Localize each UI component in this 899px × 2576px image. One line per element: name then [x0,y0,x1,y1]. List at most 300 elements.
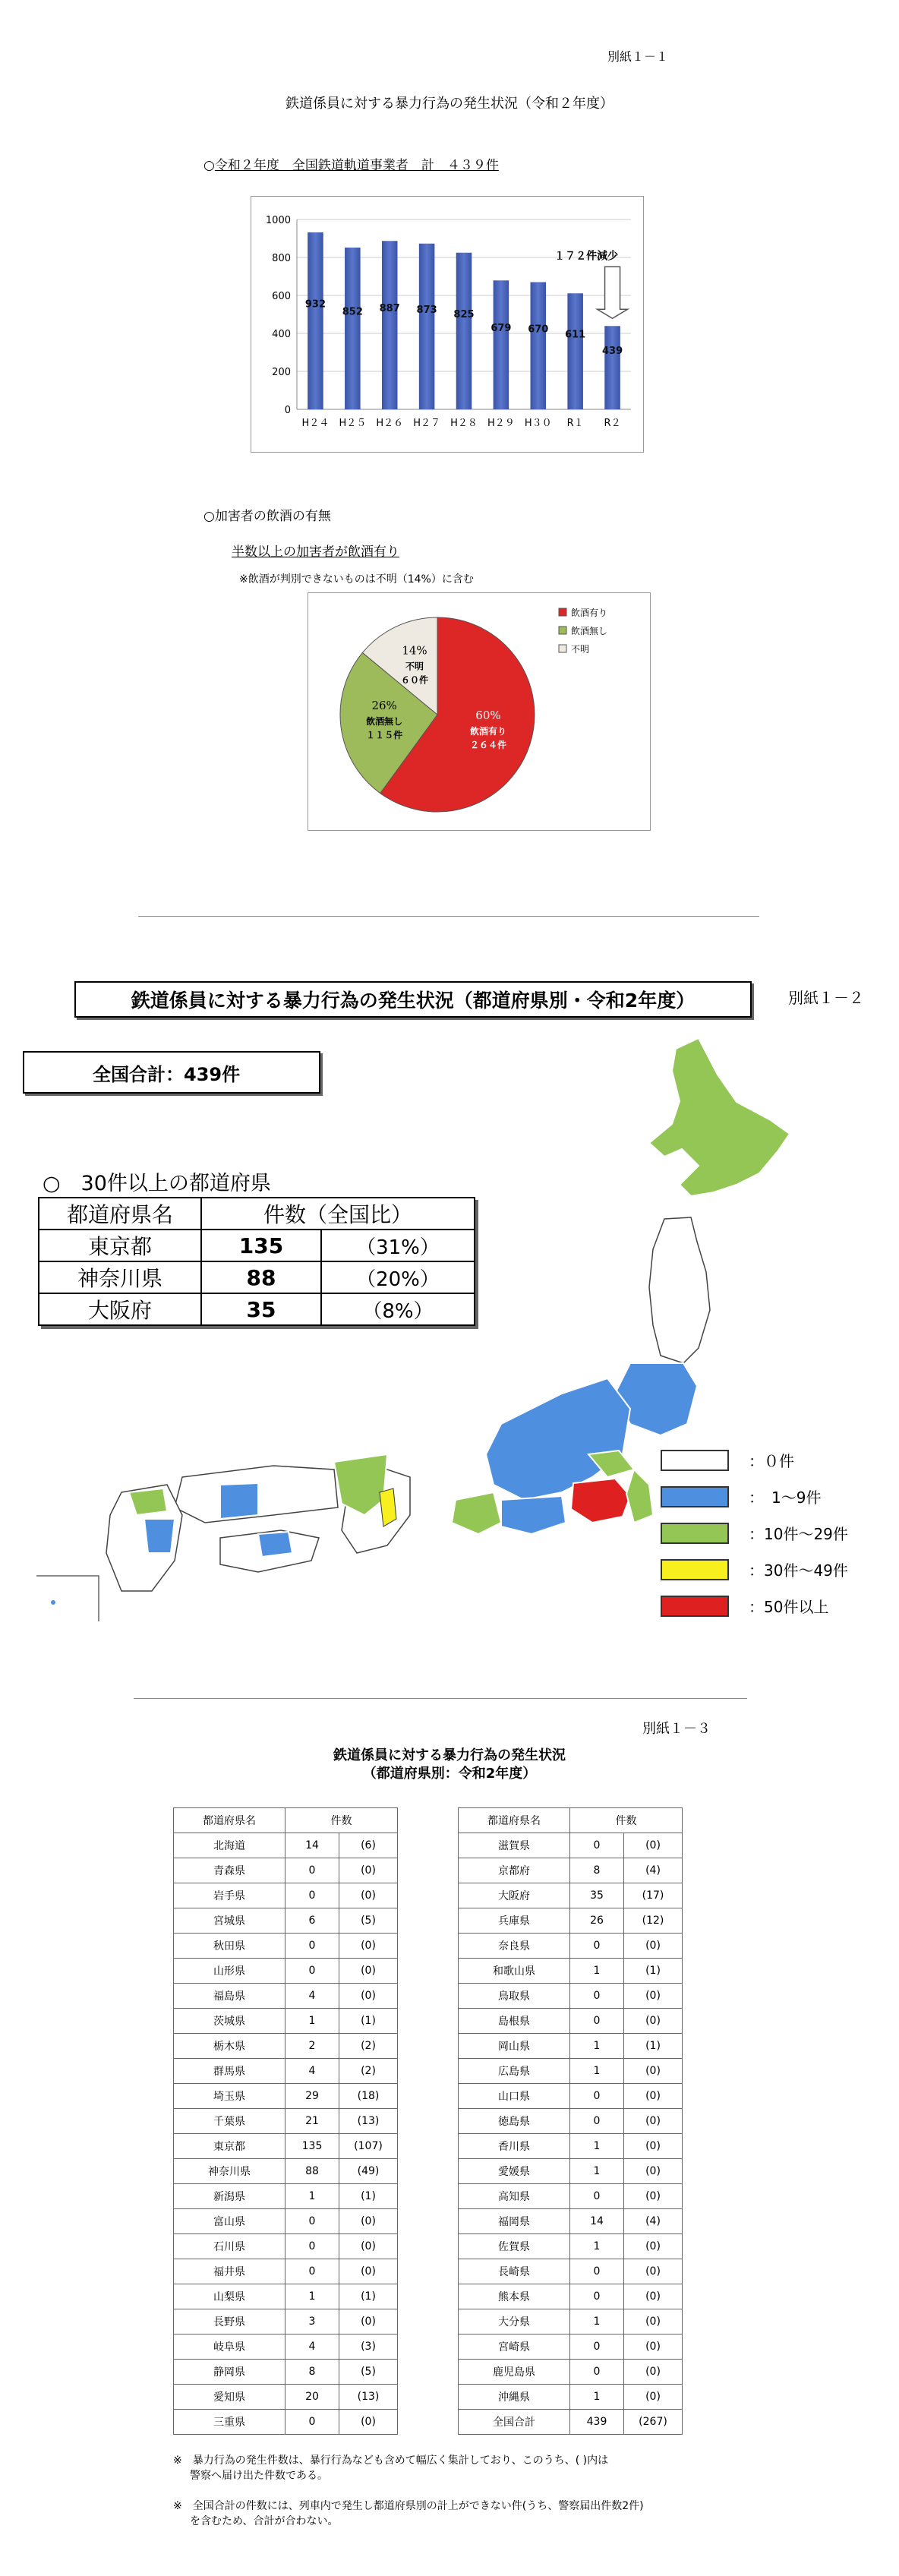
police-reported-count: (0) [339,1959,398,1984]
bar-chart [251,197,643,452]
map-region-aichi [452,1492,501,1534]
prefecture-ratio: （31%） [321,1230,475,1261]
prefecture-count: 88 [201,1261,321,1293]
incident-count: 0 [570,2334,624,2360]
slice-count-label: １１５件 [366,729,403,740]
table-row [174,2259,398,2284]
prefecture-name: 奈良県 [459,1934,570,1959]
slice-count-label: ２６４件 [469,739,506,750]
table-row [459,2184,683,2209]
x-tick-label: H２４ [301,418,330,429]
table-row [459,2334,683,2360]
incident-count: 1 [570,2309,624,2334]
bar-value-label: 439 [601,346,623,358]
legend-label: 飲酒無し [571,626,608,636]
police-reported-count: (0) [339,2410,398,2435]
bar-value-label: 852 [342,306,363,318]
police-reported-count: (6) [339,1833,398,1858]
prefecture-name: 鹿児島県 [459,2360,570,2385]
bullet: ○ [203,158,215,173]
table-row [174,2184,398,2209]
divider [134,1698,747,1699]
police-reported-count: (0) [339,1858,398,1883]
table-row [459,1959,683,1984]
police-reported-count: (1) [624,1959,683,1984]
table-row [174,2009,398,2034]
table-title [0,1747,899,1783]
legend-label: 不明 [571,644,590,655]
slice-percent-label: 14% [402,643,427,658]
map-page-title: 鉄道係員に対する暴力行為の発生状況（都道府県別・令和2年度） [74,981,752,1018]
incident-count: 0 [285,2234,339,2259]
incident-count: 0 [285,2209,339,2234]
map-region-chugoku-blue [220,1483,258,1519]
table-row [39,1230,475,1261]
sheet-number: 別紙１－２ [788,989,864,1007]
table-row [459,2234,683,2259]
incident-count: 1 [285,2184,339,2209]
table-row [174,2385,398,2410]
prefecture-name: 兵庫県 [459,1908,570,1934]
prefecture-name: 長崎県 [459,2259,570,2284]
national-total: 全国合計：439件 [23,1051,320,1094]
legend-label: ：０件 [749,1452,794,1470]
table-row [459,2134,683,2159]
note-text: ※飲酒が判別できないものは不明（14%）に含む [239,573,474,586]
map-region-tokyo-kanagawa [571,1479,630,1523]
top-prefectures-heading: ○ 30件以上の都道府県 [43,1172,271,1195]
bar [494,280,509,409]
prefecture-count: 135 [201,1230,321,1261]
police-reported-count: (1) [624,2034,683,2059]
incident-count: 0 [570,2109,624,2134]
prefecture-name: 鳥取県 [459,1984,570,2009]
bar [531,283,547,410]
incident-count: 0 [570,2360,624,2385]
prefecture-name: 福島県 [174,1984,285,2009]
table-row [174,2234,398,2259]
incident-count: 3 [285,2309,339,2334]
x-tick-label: H２９ [487,418,515,429]
table-row [459,1833,683,1858]
police-reported-count: (0) [339,2259,398,2284]
bar-value-label: 887 [379,303,400,315]
incident-count: 0 [570,2184,624,2209]
table-row [174,2360,398,2385]
incident-count: 26 [570,1908,624,1934]
section-heading-drinking: ○加害者の飲酒の有無 [203,509,331,524]
prefecture-name: 茨城県 [174,2009,285,2034]
legend-swatch [661,1523,729,1544]
prefecture-name: 東京都 [174,2134,285,2159]
header-prefecture: 都道府県名 [174,1808,285,1833]
police-reported-count: (0) [624,1833,683,1858]
police-reported-count: (13) [339,2109,398,2134]
y-tick-label: 800 [272,253,291,264]
table-row [174,2209,398,2234]
map-region-chiba [626,1470,653,1523]
table-row [174,2134,398,2159]
prefecture-name: 京都府 [459,1858,570,1883]
map-region-hokkaido [649,1038,790,1196]
bar-value-label: 670 [528,324,549,336]
police-reported-count: (0) [339,1984,398,2009]
prefecture-name: 埼玉県 [174,2084,285,2109]
police-reported-count: (12) [624,1908,683,1934]
police-reported-count: (0) [339,1934,398,1959]
bar [456,253,472,409]
prefecture-name: 宮城県 [174,1908,285,1934]
table-row [459,2360,683,2385]
prefecture-name: 神奈川県 [39,1261,201,1293]
table-row [174,1858,398,1883]
header-count: 件数 [570,1808,683,1833]
prefecture-table-left [173,1807,398,2435]
police-reported-count: (0) [624,2309,683,2334]
police-reported-count: (18) [339,2084,398,2109]
legend-item-zero [661,1449,794,1471]
legend-item-30-49 [661,1558,848,1580]
incident-count: 0 [285,1959,339,1984]
police-reported-count: (0) [624,2084,683,2109]
police-reported-count: (5) [339,2360,398,2385]
prefecture-name: 栃木県 [174,2034,285,2059]
police-reported-count: (0) [624,1984,683,2009]
prefecture-name: 石川県 [174,2234,285,2259]
pie-chart [308,593,650,830]
legend-swatch [661,1486,729,1507]
police-reported-count: (0) [624,2184,683,2209]
incident-count: 4 [285,2334,339,2360]
sub-heading: 半数以上の加害者が飲酒有り [232,545,399,560]
footnote-1-line2: 警察へ届け出た件数である。 [190,2470,328,2482]
police-reported-count: (0) [624,2385,683,2410]
y-tick-label: 600 [272,291,291,302]
police-reported-count: (2) [339,2059,398,2084]
prefecture-name: 青森県 [174,1858,285,1883]
footnote-1-line1: ※ 暴力行為の発生件数は、暴行行為なども含めて幅広く集計しており、このうち、( )内は [173,2454,609,2467]
x-tick-label: H２７ [413,418,441,429]
police-reported-count: (2) [339,2034,398,2059]
incident-count: 1 [570,2234,624,2259]
table-row [174,2084,398,2109]
incident-count: 439 [570,2410,624,2435]
table-row [459,1908,683,1934]
table-row [174,2334,398,2360]
police-reported-count: (0) [339,1883,398,1908]
legend-label: ：30件～49件 [749,1561,848,1580]
incident-count: 0 [570,2009,624,2034]
prefecture-name: 広島県 [459,2059,570,2084]
police-reported-count: (0) [624,2334,683,2360]
table-row [174,1833,398,1858]
header-prefecture: 都道府県名 [39,1198,201,1230]
map-region-okinawa [51,1600,55,1605]
footnote-1 [173,2453,608,2483]
incident-count: 4 [285,1984,339,2009]
incident-count: 1 [570,2034,624,2059]
header-count: 件数（全国比） [201,1198,475,1230]
decrease-arrow [598,267,628,318]
y-tick-label: 400 [272,329,291,340]
prefecture-table-right [458,1807,683,2435]
bar [416,244,437,409]
x-tick-label: R１ [566,418,584,429]
y-tick-label: 0 [284,405,291,416]
legend-label: ：10件～29件 [749,1525,848,1543]
incident-count: 88 [285,2159,339,2184]
incident-count: 8 [285,2360,339,2385]
legend-swatch [559,627,566,634]
table-row [459,1858,683,1883]
police-reported-count: (1) [339,2284,398,2309]
map-region-fukuoka [129,1488,167,1515]
table-row [459,2284,683,2309]
prefecture-name: 愛媛県 [459,2159,570,2184]
sheet-number: 別紙１－３ [642,1721,711,1737]
prefecture-name: 佐賀県 [459,2234,570,2259]
incident-count: 8 [570,1858,624,1883]
prefecture-name: 大分県 [459,2309,570,2334]
table-title-line1: 鉄道係員に対する暴力行為の発生状況 [333,1747,566,1763]
table-row [174,1959,398,1984]
slice-count-label: ６０件 [401,674,429,686]
table-row [459,2159,683,2184]
table-row [174,2109,398,2134]
table-row [39,1261,475,1293]
table-row [459,2209,683,2234]
map-region-shizuoka [501,1496,566,1534]
table-row [459,2259,683,2284]
police-reported-count: (1) [339,2009,398,2034]
prefecture-name: 長野県 [174,2309,285,2334]
police-reported-count: (0) [624,2360,683,2385]
prefecture-name: 山形県 [174,1959,285,1984]
footnote-2-line1: ※ 全国合計の件数には、列車内で発生し都道府県別の計上ができない件(うち、警察届出件数2件) [173,2500,644,2512]
table-row [459,1984,683,2009]
table-header-row [174,1808,398,1833]
legend-item-10-29 [661,1522,848,1544]
legend-swatch [661,1450,729,1471]
prefecture-ratio: （8%） [321,1293,475,1325]
police-reported-count: (4) [624,1858,683,1883]
prefecture-name: 宮崎県 [459,2334,570,2360]
table-row [459,1934,683,1959]
table-row [174,1908,398,1934]
x-tick-label: R２ [604,418,621,429]
prefecture-name: 滋賀県 [459,1833,570,1858]
prefecture-name: 東京都 [39,1230,201,1261]
table-row [174,1934,398,1959]
police-reported-count: (3) [339,2334,398,2360]
police-reported-count: (0) [339,2309,398,2334]
table-row [459,2009,683,2034]
table-header-row [459,1808,683,1833]
prefecture-name: 静岡県 [174,2360,285,2385]
y-tick-label: 1000 [265,215,291,226]
police-reported-count: (0) [624,2009,683,2034]
police-reported-count: (1) [339,2184,398,2209]
police-reported-count: (0) [624,2284,683,2309]
police-reported-count: (0) [624,1934,683,1959]
prefecture-name: 福井県 [174,2259,285,2284]
prefecture-name: 大阪府 [459,1883,570,1908]
table-row [459,2059,683,2084]
prefecture-name: 岩手県 [174,1883,285,1908]
prefecture-name: 岡山県 [459,2034,570,2059]
police-reported-count: (0) [624,2059,683,2084]
table-row [174,1984,398,2009]
x-tick-label: H２５ [339,418,367,429]
table-row [459,2385,683,2410]
incident-count: 1 [570,2385,624,2410]
table-row [174,2284,398,2309]
slice-category-label: 飲酒有り [469,725,506,737]
legend-label: ： 1～9件 [749,1488,822,1507]
section-heading-total [203,154,499,173]
prefecture-name: 熊本県 [459,2284,570,2309]
bar-value-label: 932 [304,298,326,311]
prefecture-name: 沖縄県 [459,2385,570,2410]
legend-swatch [661,1596,729,1617]
bar [604,326,620,409]
slice-percent-label: 60% [475,708,501,722]
bar-value-label: 825 [453,308,475,320]
legend-item-50-plus [661,1595,828,1617]
bar-value-label: 611 [565,329,586,341]
incident-count: 0 [570,1934,624,1959]
x-tick-label: H２６ [376,418,404,429]
prefecture-name: 秋田県 [174,1934,285,1959]
prefecture-name: 島根県 [459,2009,570,2034]
police-reported-count: (49) [339,2159,398,2184]
header-count: 件数 [285,1808,398,1833]
footnote-2 [173,2499,644,2529]
incident-count: 20 [285,2385,339,2410]
prefecture-name: 三重県 [174,2410,285,2435]
slice-percent-label: 26% [371,698,397,712]
annotation-text: １７２件減少 [554,250,619,263]
y-tick-label: 200 [272,367,291,378]
prefecture-name: 福岡県 [459,2209,570,2234]
legend-label: 飲酒有り [571,608,608,618]
incident-count: 1 [570,2059,624,2084]
legend-item-1-9 [661,1485,821,1507]
incident-count: 135 [285,2134,339,2159]
bar-value-label: 873 [416,304,437,316]
incident-count: 2 [285,2034,339,2059]
prefecture-name: 愛知県 [174,2385,285,2410]
police-reported-count: (107) [339,2134,398,2159]
prefecture-ratio: （20%） [321,1261,475,1293]
table-header-row [39,1198,475,1230]
incident-count: 0 [570,2084,624,2109]
table-row [174,2309,398,2334]
table-title-line2: （都道府県別：令和2年度） [362,1766,537,1782]
table-row [39,1293,475,1325]
bar [308,232,323,409]
table-row [174,2034,398,2059]
table-row [459,2109,683,2134]
incident-count: 0 [285,2259,339,2284]
map-region-shikoku-blue [258,1532,292,1557]
header-prefecture: 都道府県名 [459,1808,570,1833]
police-reported-count: (4) [624,2209,683,2234]
prefecture-name: 群馬県 [174,2059,285,2084]
incident-count: 0 [285,1858,339,1883]
incident-count: 1 [570,1959,624,1984]
prefecture-name: 新潟県 [174,2184,285,2209]
incident-count: 0 [570,2259,624,2284]
incident-count: 1 [285,2284,339,2309]
prefecture-name: 山口県 [459,2084,570,2109]
table-row [174,2059,398,2084]
map-region-kyushu-blue [144,1519,175,1553]
incident-count: 0 [570,1984,624,2009]
incident-count: 4 [285,2059,339,2084]
incident-count: 1 [285,2009,339,2034]
prefecture-name: 富山県 [174,2209,285,2234]
prefecture-name: 全国合計 [459,2410,570,2435]
prefecture-name: 岐阜県 [174,2334,285,2360]
police-reported-count: (0) [624,2234,683,2259]
table-row [459,2309,683,2334]
incident-count: 1 [570,2134,624,2159]
incident-count: 0 [285,1883,339,1908]
prefecture-name: 徳島県 [459,2109,570,2134]
divider [138,916,759,917]
police-reported-count: (17) [624,1883,683,1908]
incident-count: 29 [285,2084,339,2109]
prefecture-name: 大阪府 [39,1293,201,1325]
x-tick-label: H２８ [450,418,478,429]
x-tick-label: H３０ [524,418,552,429]
incident-count: 14 [570,2209,624,2234]
legend-swatch [559,608,566,616]
prefecture-name: 北海道 [174,1833,285,1858]
table-row [459,1883,683,1908]
police-reported-count: (0) [624,2109,683,2134]
table-row [174,2410,398,2435]
legend-swatch [661,1559,729,1580]
sheet-number: 別紙１－１ [607,49,669,64]
prefecture-name: 神奈川県 [174,2159,285,2184]
police-reported-count: (0) [339,2234,398,2259]
bar-chart-frame [251,196,644,453]
footnote-2-line2: を含むため、合計が合わない。 [190,2515,339,2527]
incident-count: 0 [570,2284,624,2309]
police-reported-count: (0) [624,2134,683,2159]
incident-count: 21 [285,2109,339,2134]
incident-count: 0 [285,1934,339,1959]
table-row [174,2159,398,2184]
bar [379,241,400,409]
slice-category-label: 不明 [405,661,424,672]
table-row [459,2410,683,2435]
prefecture-name: 和歌山県 [459,1959,570,1984]
map-region-tohoku-north [649,1217,710,1363]
table-row [174,1883,398,1908]
pie-chart-frame [308,592,651,831]
table-row [459,2034,683,2059]
slice-category-label: 飲酒無し [366,715,403,727]
police-reported-count: (267) [624,2410,683,2435]
table-row [459,2084,683,2109]
top-prefectures-table [38,1197,475,1326]
prefecture-name: 香川県 [459,2134,570,2159]
legend-label: ：50件以上 [749,1598,829,1616]
page-title: 鉄道係員に対する暴力行為の発生状況（令和２年度） [285,96,614,112]
